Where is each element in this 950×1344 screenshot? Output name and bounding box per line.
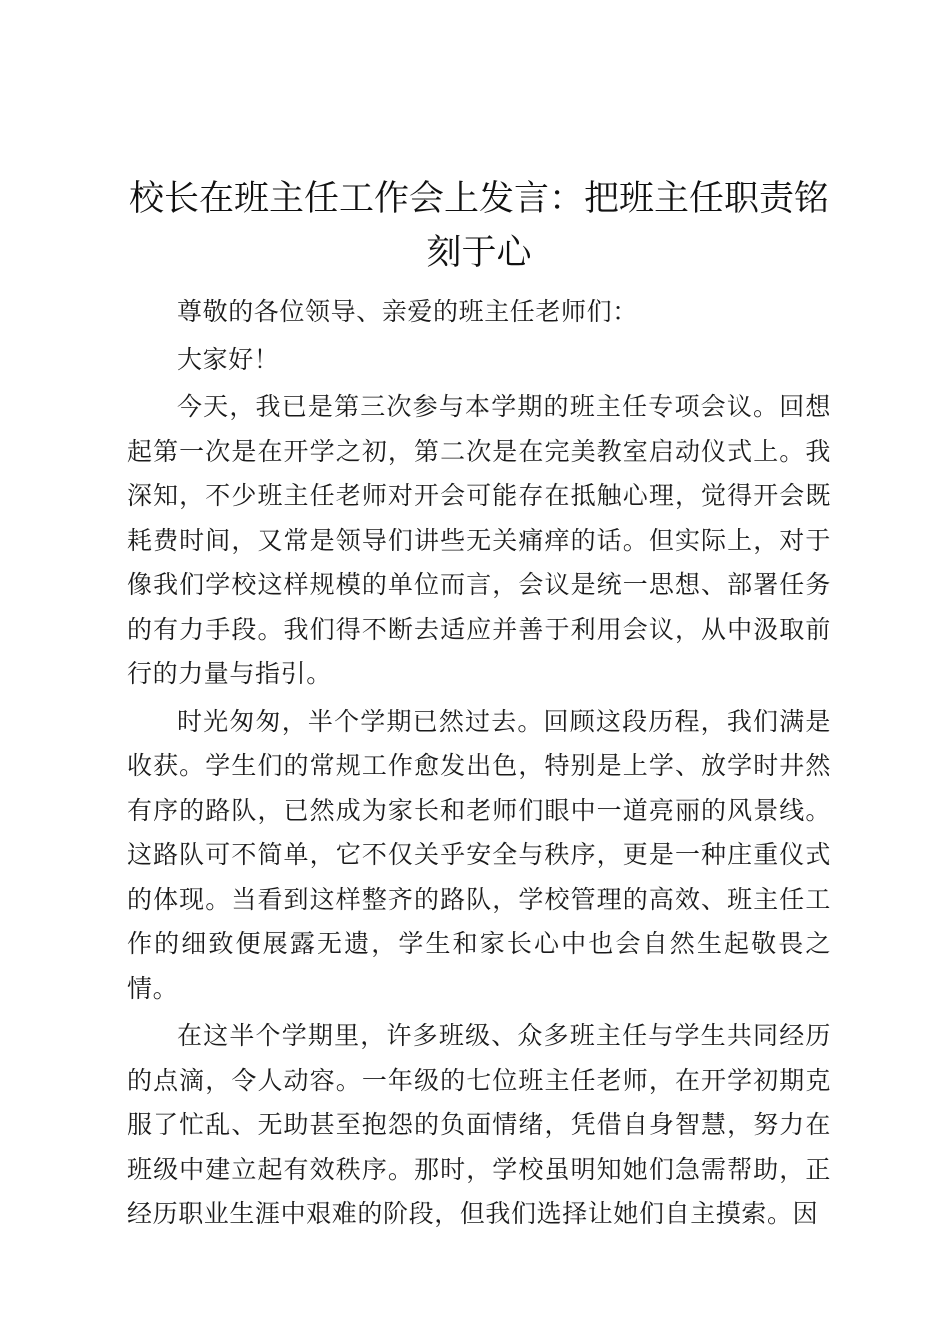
paragraph-3: 在这半个学期里，许多班级、众多班主任与学生共同经历的点滴，令人动容。一年级的七位班主任老师，在开学初期克服了忙乱、无助甚至抱怨的负面情绪，凭借自身智慧，努力在班级中建立起有效秩序。那时，学校虽明知她们急需帮助，正经历职业生涯中艰难的阶段，但我们选择让她们自主摸索。因 <box>127 1021 831 1228</box>
document-title: 校长在班主任工作会上发言：把班主任职责铭刻于心 <box>128 179 829 273</box>
greeting: 大家好！ <box>177 344 280 374</box>
document-page <box>127 172 831 1237</box>
paragraph-1: 今天，我已是第三次参与本学期的班主任专项会议。回想起第一次是在开学之初，第二次是在完美教室启动仪式上。我深知，不少班主任老师对开会可能存在抵触心理，觉得开会既耗费时间，又常是领导们讲些无关痛痒的话。但实际上，对于像我们学校这样规模的单位而言，会议是统一思想、部署任务的有力手段。我们得不断去适应并善于利用会议，从中汲取前行的力量与指引。 <box>127 392 831 688</box>
salutation: 尊敬的各位领导、亲爱的班主任老师们： <box>177 297 638 326</box>
paragraph-2: 时光匆匆，半个学期已然过去。回顾这段历程，我们满是收获。学生们的常规工作愈发出色，特别是上学、放学时井然有序的路队，已然成为家长和老师们眼中一道亮丽的风景线。这路队可不简单，它不仅关乎安全与秩序，更是一种庄重仪式的体现。当看到这样整齐的路队，学校管理的高效、班主任工作的细致便展露无遗，学生和家长心中也会自然生起敬畏之情。 <box>127 706 831 1003</box>
